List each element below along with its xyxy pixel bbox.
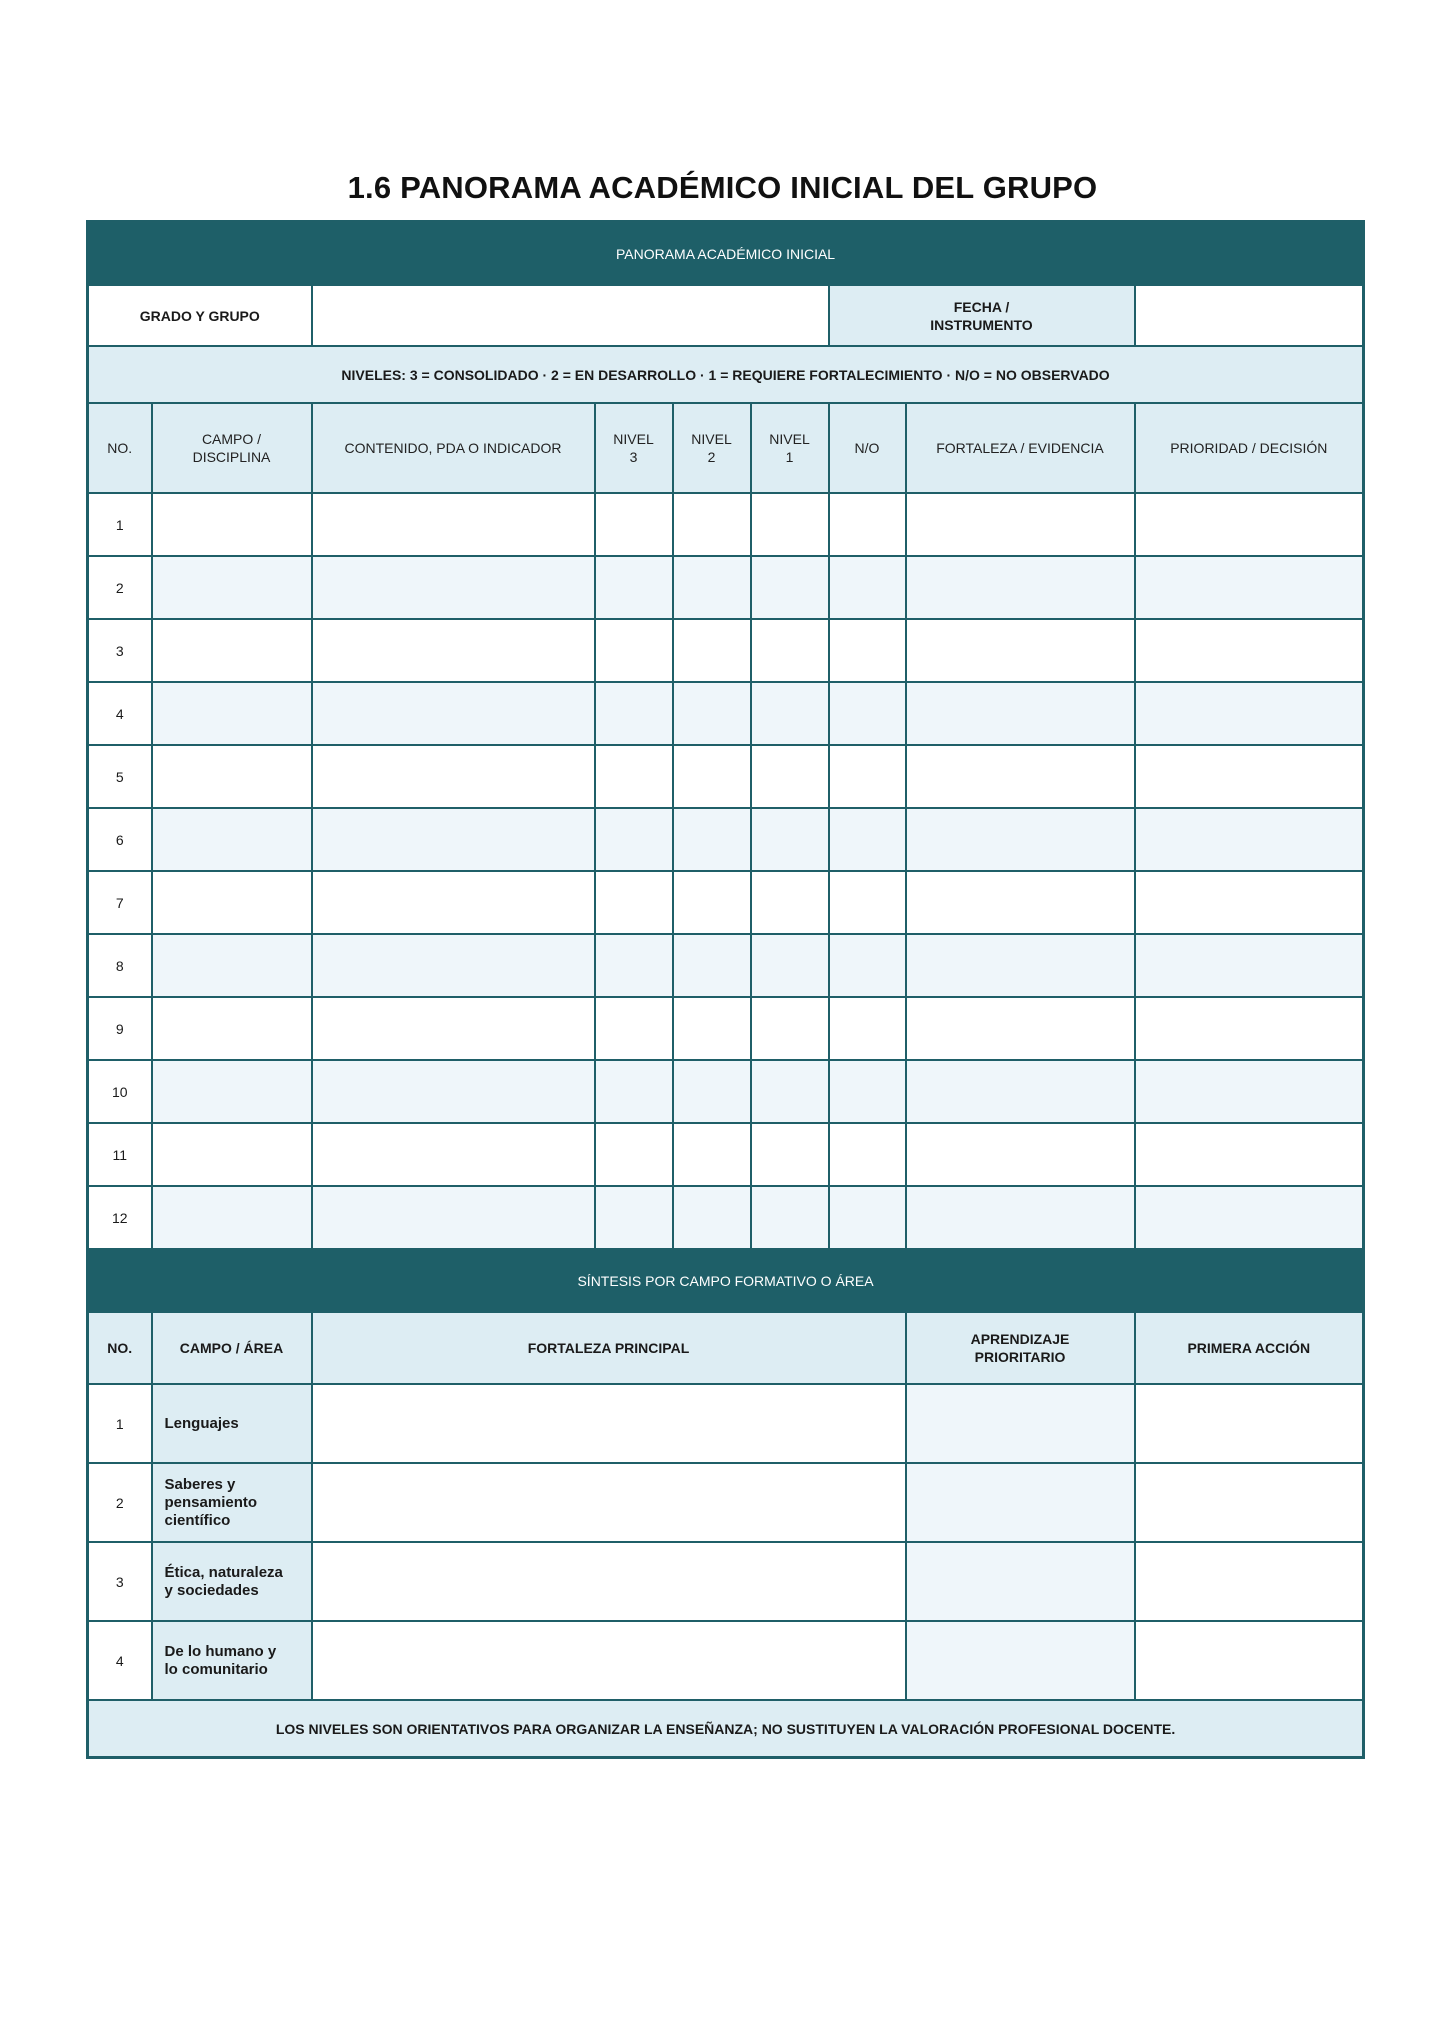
- header-no: NO.: [88, 403, 152, 493]
- nivel1-cell[interactable]: [751, 934, 829, 997]
- contenido-cell[interactable]: [312, 1060, 595, 1123]
- table-row: [88, 556, 1364, 619]
- prioridad-cell[interactable]: [1135, 934, 1364, 997]
- prioridad-cell[interactable]: [1135, 1123, 1364, 1186]
- campo-cell[interactable]: [152, 745, 312, 808]
- synthesis-row: [88, 1621, 1364, 1700]
- row-number: 6: [88, 808, 152, 871]
- fortaleza-cell[interactable]: [906, 1186, 1135, 1249]
- contenido-cell[interactable]: [312, 682, 595, 745]
- header-fortaleza: FORTALEZA / EVIDENCIA: [906, 403, 1135, 493]
- fortaleza-principal-cell[interactable]: [312, 1621, 906, 1700]
- no-observado-cell[interactable]: [829, 745, 906, 808]
- nivel3-cell[interactable]: [595, 808, 673, 871]
- prioridad-cell[interactable]: [1135, 745, 1364, 808]
- contenido-cell[interactable]: [312, 745, 595, 808]
- section-title-panorama: PANORAMA ACADÉMICO INICIAL: [88, 222, 1364, 286]
- aprendizaje-cell[interactable]: [906, 1463, 1135, 1542]
- nivel1-cell[interactable]: [751, 682, 829, 745]
- campo-cell[interactable]: [152, 997, 312, 1060]
- levels-legend: NIVELES: 3 = CONSOLIDADO · 2 = EN DESARROLLO · 1 = REQUIERE FORTALECIMIENTO · N/O = NO OBSERVADO: [88, 346, 1364, 403]
- contenido-cell[interactable]: [312, 997, 595, 1060]
- fortaleza-cell[interactable]: [906, 745, 1135, 808]
- panorama-table: [86, 220, 1365, 1759]
- row-number: 11: [88, 1123, 152, 1186]
- synthesis-area: De lo humano y lo comunitario: [152, 1621, 312, 1700]
- fortaleza-cell[interactable]: [906, 1060, 1135, 1123]
- nivel3-cell[interactable]: [595, 619, 673, 682]
- fortaleza-cell[interactable]: [906, 871, 1135, 934]
- campo-cell[interactable]: [152, 682, 312, 745]
- table-row: [88, 1060, 1364, 1123]
- prioridad-cell[interactable]: [1135, 556, 1364, 619]
- primera-accion-cell[interactable]: [1135, 1621, 1364, 1700]
- nivel2-cell[interactable]: [673, 556, 751, 619]
- header2-fortaleza: FORTALEZA PRINCIPAL: [312, 1312, 906, 1384]
- campo-cell[interactable]: [152, 1123, 312, 1186]
- no-observado-cell[interactable]: [829, 997, 906, 1060]
- nivel2-cell[interactable]: [673, 1060, 751, 1123]
- header2-aprendizaje: APRENDIZAJE PRIORITARIO: [906, 1312, 1135, 1384]
- nivel2-cell[interactable]: [673, 808, 751, 871]
- synthesis-area: Ética, naturaleza y sociedades: [152, 1542, 312, 1621]
- nivel1-cell[interactable]: [751, 1186, 829, 1249]
- nivel1-cell[interactable]: [751, 556, 829, 619]
- row-number: 7: [88, 871, 152, 934]
- synthesis-number: 2: [88, 1463, 152, 1542]
- nivel3-cell[interactable]: [595, 493, 673, 556]
- nivel3-cell[interactable]: [595, 1186, 673, 1249]
- synthesis-area: Saberes y pensamiento científico: [152, 1463, 312, 1542]
- campo-cell[interactable]: [152, 871, 312, 934]
- header-nivel-2: NIVEL 2: [673, 403, 751, 493]
- table-row: [88, 808, 1364, 871]
- row-number: 10: [88, 1060, 152, 1123]
- nivel3-cell[interactable]: [595, 934, 673, 997]
- nivel2-cell[interactable]: [673, 1123, 751, 1186]
- campo-cell[interactable]: [152, 556, 312, 619]
- grado-field[interactable]: [312, 285, 829, 346]
- nivel3-cell[interactable]: [595, 682, 673, 745]
- campo-cell[interactable]: [152, 1186, 312, 1249]
- synthesis-row: [88, 1463, 1364, 1542]
- synthesis-number: 1: [88, 1384, 152, 1463]
- table-row: [88, 1186, 1364, 1249]
- nivel3-cell[interactable]: [595, 745, 673, 808]
- page-title: 1.6 PANORAMA ACADÉMICO INICIAL DEL GRUPO: [347, 170, 1098, 205]
- fortaleza-cell[interactable]: [906, 682, 1135, 745]
- nivel1-cell[interactable]: [751, 1060, 829, 1123]
- no-observado-cell[interactable]: [829, 1060, 906, 1123]
- table-row: [88, 1123, 1364, 1186]
- fortaleza-cell[interactable]: [906, 1123, 1135, 1186]
- fortaleza-cell[interactable]: [906, 493, 1135, 556]
- synthesis-number: 4: [88, 1621, 152, 1700]
- nivel2-cell[interactable]: [673, 1186, 751, 1249]
- no-observado-cell[interactable]: [829, 934, 906, 997]
- row-number: 4: [88, 682, 152, 745]
- table-row: [88, 682, 1364, 745]
- nivel2-cell[interactable]: [673, 682, 751, 745]
- nivel1-cell[interactable]: [751, 493, 829, 556]
- campo-cell[interactable]: [152, 493, 312, 556]
- aprendizaje-cell[interactable]: [906, 1384, 1135, 1463]
- no-observado-cell[interactable]: [829, 808, 906, 871]
- nivel3-cell[interactable]: [595, 997, 673, 1060]
- header2-campo: CAMPO / ÁREA: [152, 1312, 312, 1384]
- aprendizaje-cell[interactable]: [906, 1621, 1135, 1700]
- nivel2-cell[interactable]: [673, 745, 751, 808]
- nivel3-cell[interactable]: [595, 556, 673, 619]
- prioridad-cell[interactable]: [1135, 808, 1364, 871]
- fecha-label: FECHA / INSTRUMENTO: [829, 285, 1135, 346]
- no-observado-cell[interactable]: [829, 493, 906, 556]
- contenido-cell[interactable]: [312, 934, 595, 997]
- table-row: [88, 745, 1364, 808]
- nivel3-cell[interactable]: [595, 871, 673, 934]
- nivel1-cell[interactable]: [751, 619, 829, 682]
- synthesis-number: 3: [88, 1542, 152, 1621]
- nivel2-cell[interactable]: [673, 871, 751, 934]
- synthesis-row: [88, 1542, 1364, 1621]
- row-number: 3: [88, 619, 152, 682]
- synthesis-row: [88, 1384, 1364, 1463]
- fortaleza-cell[interactable]: [906, 556, 1135, 619]
- fecha-field[interactable]: [1135, 285, 1364, 346]
- synthesis-area: Lenguajes: [152, 1384, 312, 1463]
- no-observado-cell[interactable]: [829, 556, 906, 619]
- campo-cell[interactable]: [152, 1060, 312, 1123]
- contenido-cell[interactable]: [312, 808, 595, 871]
- header2-accion: PRIMERA ACCIÓN: [1135, 1312, 1364, 1384]
- nivel2-cell[interactable]: [673, 997, 751, 1060]
- nivel1-cell[interactable]: [751, 808, 829, 871]
- fortaleza-principal-cell[interactable]: [312, 1384, 906, 1463]
- contenido-cell[interactable]: [312, 1123, 595, 1186]
- primera-accion-cell[interactable]: [1135, 1384, 1364, 1463]
- primera-accion-cell[interactable]: [1135, 1463, 1364, 1542]
- contenido-cell[interactable]: [312, 556, 595, 619]
- header-contenido: CONTENIDO, PDA O INDICADOR: [312, 403, 595, 493]
- fortaleza-cell[interactable]: [906, 934, 1135, 997]
- no-observado-cell[interactable]: [829, 871, 906, 934]
- fortaleza-principal-cell[interactable]: [312, 1463, 906, 1542]
- prioridad-cell[interactable]: [1135, 682, 1364, 745]
- table-row: [88, 619, 1364, 682]
- fortaleza-cell[interactable]: [906, 808, 1135, 871]
- prioridad-cell[interactable]: [1135, 997, 1364, 1060]
- header-nivel-3: NIVEL 3: [595, 403, 673, 493]
- prioridad-cell[interactable]: [1135, 493, 1364, 556]
- campo-cell[interactable]: [152, 808, 312, 871]
- no-observado-cell[interactable]: [829, 1186, 906, 1249]
- nivel3-cell[interactable]: [595, 1060, 673, 1123]
- fortaleza-cell[interactable]: [906, 619, 1135, 682]
- prioridad-cell[interactable]: [1135, 871, 1364, 934]
- prioridad-cell[interactable]: [1135, 1060, 1364, 1123]
- prioridad-cell[interactable]: [1135, 1186, 1364, 1249]
- fortaleza-cell[interactable]: [906, 997, 1135, 1060]
- nivel1-cell[interactable]: [751, 1123, 829, 1186]
- contenido-cell[interactable]: [312, 493, 595, 556]
- row-number: 12: [88, 1186, 152, 1249]
- fortaleza-principal-cell[interactable]: [312, 1542, 906, 1621]
- prioridad-cell[interactable]: [1135, 619, 1364, 682]
- row-number: 5: [88, 745, 152, 808]
- contenido-cell[interactable]: [312, 871, 595, 934]
- campo-cell[interactable]: [152, 934, 312, 997]
- no-observado-cell[interactable]: [829, 619, 906, 682]
- no-observado-cell[interactable]: [829, 1123, 906, 1186]
- contenido-cell[interactable]: [312, 619, 595, 682]
- header2-no: NO.: [88, 1312, 152, 1384]
- table-row: [88, 934, 1364, 997]
- no-observado-cell[interactable]: [829, 682, 906, 745]
- header-no-observado: N/O: [829, 403, 906, 493]
- footer-note: LOS NIVELES SON ORIENTATIVOS PARA ORGANIZAR LA ENSEÑANZA; NO SUSTITUYEN LA VALORACIÓN PROFESIONAL DOCENTE.: [88, 1700, 1364, 1758]
- header-campo: CAMPO / DISCIPLINA: [152, 403, 312, 493]
- header-prioridad: PRIORIDAD / DECISIÓN: [1135, 403, 1364, 493]
- section-title-sintesis: SÍNTESIS POR CAMPO FORMATIVO O ÁREA: [88, 1249, 1364, 1312]
- primera-accion-cell[interactable]: [1135, 1542, 1364, 1621]
- table-row: [88, 871, 1364, 934]
- row-number: 1: [88, 493, 152, 556]
- nivel1-cell[interactable]: [751, 871, 829, 934]
- header-nivel-1: NIVEL 1: [751, 403, 829, 493]
- nivel3-cell[interactable]: [595, 1123, 673, 1186]
- nivel1-cell[interactable]: [751, 745, 829, 808]
- nivel2-cell[interactable]: [673, 493, 751, 556]
- aprendizaje-cell[interactable]: [906, 1542, 1135, 1621]
- contenido-cell[interactable]: [312, 1186, 595, 1249]
- row-number: 2: [88, 556, 152, 619]
- table-row: [88, 997, 1364, 1060]
- nivel2-cell[interactable]: [673, 934, 751, 997]
- nivel1-cell[interactable]: [751, 997, 829, 1060]
- row-number: 8: [88, 934, 152, 997]
- campo-cell[interactable]: [152, 619, 312, 682]
- row-number: 9: [88, 997, 152, 1060]
- nivel2-cell[interactable]: [673, 619, 751, 682]
- grado-label: GRADO Y GRUPO: [88, 285, 312, 346]
- table-row: [88, 493, 1364, 556]
